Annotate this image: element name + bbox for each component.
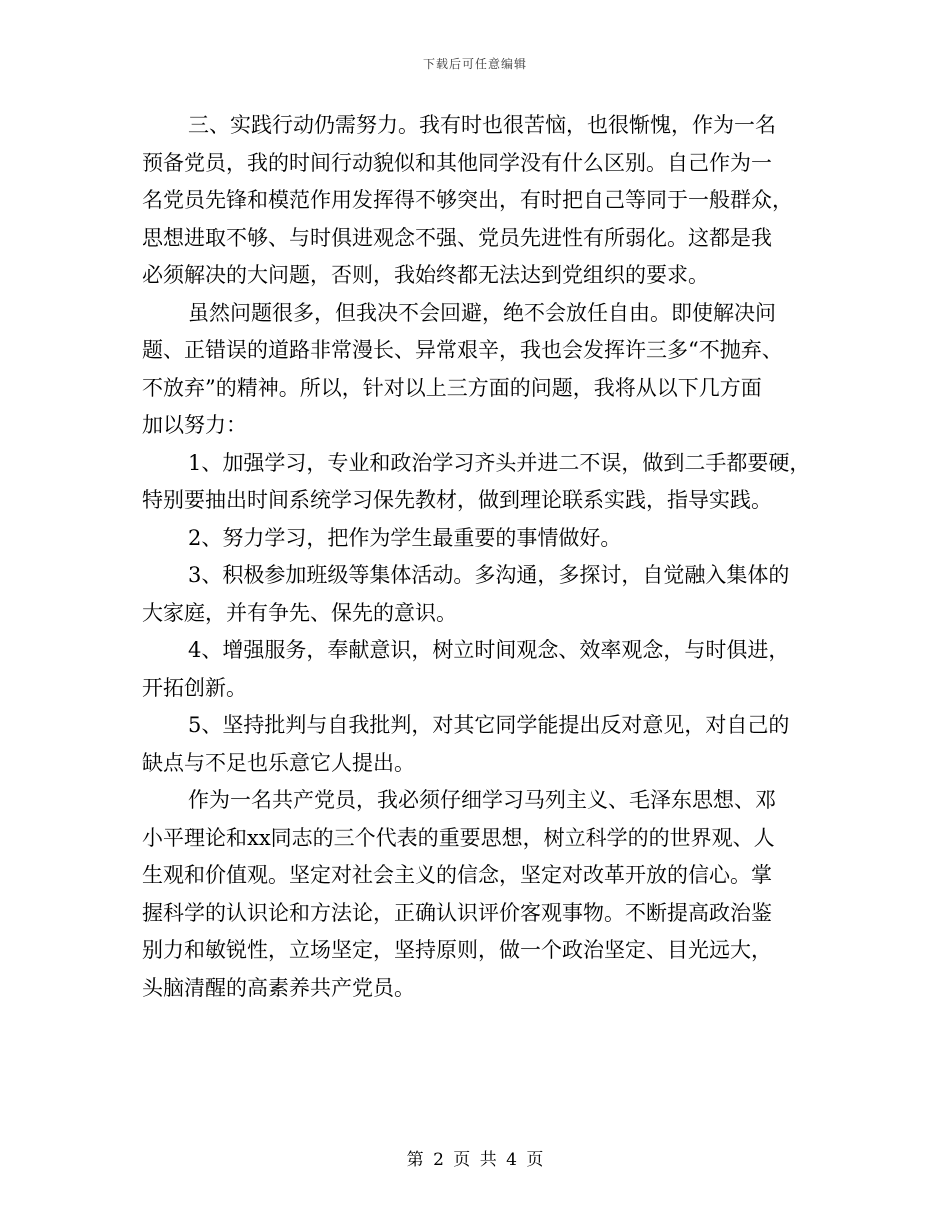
paragraph-item-3 xyxy=(142,557,812,632)
text-line: 作为一名共产党员，我必须仔细学习马列主义、毛泽东思想、邓 xyxy=(188,788,776,812)
paragraph-resolve xyxy=(142,295,812,445)
text-line: 2、努力学习，把作为学生最重要的事情做好。 xyxy=(188,525,622,550)
text-line: 1、加强学习，专业和政治学习齐头并进二不误，做到二手都要硬， xyxy=(188,450,811,475)
paragraph-conclusion xyxy=(142,782,812,1007)
text-line: 缺点与不足也乐意它人提出。 xyxy=(142,750,415,775)
text-line: 三、实践行动仍需努力。我有时也很苦恼，也很惭愧，作为一名 xyxy=(188,113,776,137)
paragraph-item-1 xyxy=(142,445,812,520)
text-line: 大家庭，并有争先、保先的意识。 xyxy=(142,600,457,625)
page-number: 第 2 页 共 4 页 xyxy=(406,1150,544,1170)
text-line: 头脑清醒的高素养共产党员。 xyxy=(142,975,415,1000)
text-line: 握科学的认识论和方法论，正确认识评价客观事物。不断提高政治鉴 xyxy=(142,900,772,925)
text-line: 思想进取不够、与时俱进观念不强、党员先进性有所弱化。这都是我 xyxy=(142,225,772,250)
text-line: 开拓创新。 xyxy=(142,675,247,700)
text-line: 小平理论和xx同志的三个代表的重要思想，树立科学的的世界观、人 xyxy=(142,825,775,850)
text-line: 预备党员，我的时间行动貌似和其他同学没有什么区别。自己作为一 xyxy=(142,150,772,175)
paragraph-item-2 xyxy=(142,520,812,558)
text-line: 5、坚持批判与自我批判，对其它同学能提出反对意见，对自己的 xyxy=(188,713,790,737)
text-line: 不放弃”的精神。所以，针对以上三方面的问题，我将从以下几方面 xyxy=(142,375,762,400)
text-line: 名党员先锋和模范作用发挥得不够突出，有时把自己等同于一般群众， xyxy=(142,188,793,212)
text-line: 加以努力： xyxy=(142,413,247,437)
document-body xyxy=(142,107,812,1007)
text-line: 特别要抽出时间系统学习保先教材，做到理论联系实践，指导实践。 xyxy=(142,488,772,512)
page-header-note: 下载后可任意编辑 xyxy=(422,57,527,71)
text-line: 别力和敏锐性，立场坚定，坚持原则，做一个政治坚定、目光远大， xyxy=(142,938,772,962)
text-line: 虽然问题很多，但我决不会回避，绝不会放任自由。即使解决问 xyxy=(188,300,776,325)
text-line: 3、积极参加班级等集体活动。多沟通，多探讨，自觉融入集体的 xyxy=(188,563,790,587)
paragraph-item-4 xyxy=(142,632,812,707)
text-line: 生观和价值观。坚定对社会主义的信念，坚定对改革开放的信心。掌 xyxy=(142,863,772,887)
text-line: 4、增强服务，奉献意识，树立时间观念、效率观念，与时俱进， xyxy=(188,638,790,662)
paragraph-practice xyxy=(142,107,812,295)
text-line: 题、正错误的道路非常漫长、异常艰辛，我也会发挥许三多“不抛弃、 xyxy=(142,338,783,362)
paragraph-item-5 xyxy=(142,707,812,782)
text-line: 必须解决的大问题，否则，我始终都无法达到党组织的要求。 xyxy=(142,263,709,287)
